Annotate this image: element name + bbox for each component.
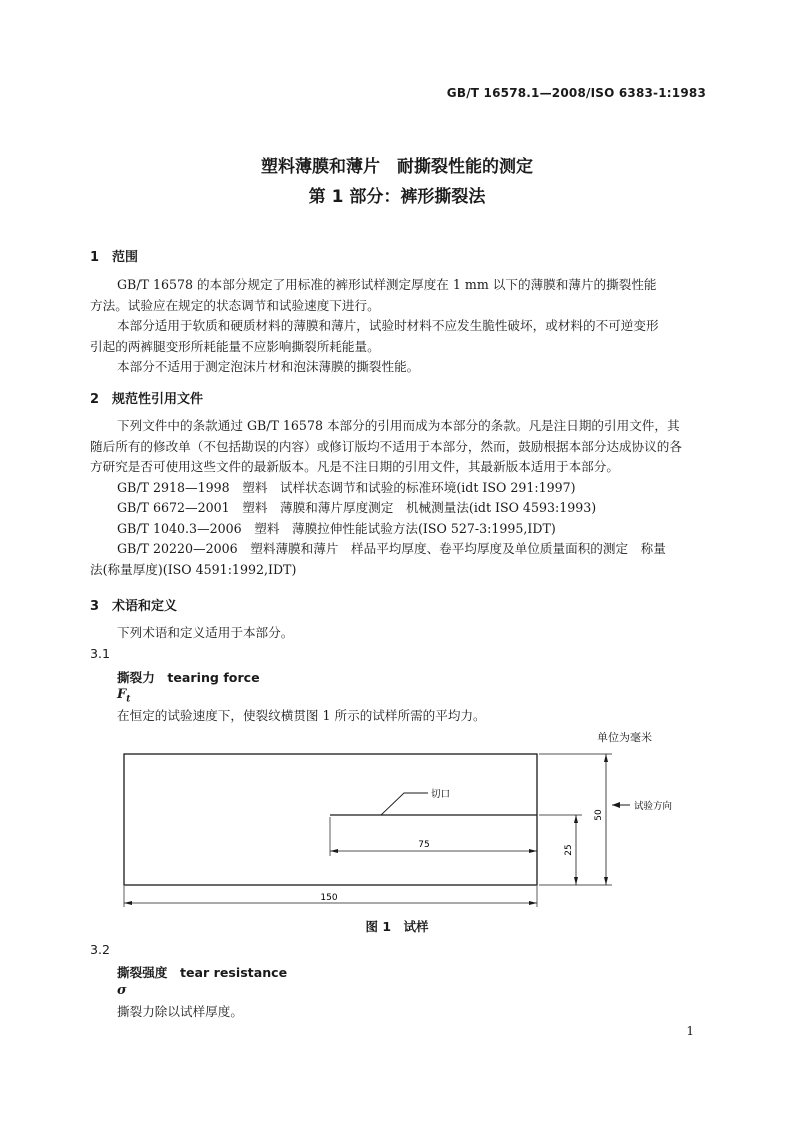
- paragraph-line: 本部分不适用于测定泡沫片材和泡沫薄膜的撕裂性能。: [117, 359, 420, 374]
- section-title: 术语和定义: [112, 599, 178, 614]
- section-3-intro: 下列术语和定义适用于本部分。: [117, 625, 294, 640]
- paragraph-line: 方法。试验应在规定的状态调节和试验速度下进行。: [90, 297, 380, 313]
- notch-label: 切口: [431, 789, 451, 800]
- paragraph-line: 随后所有的修改单（不包括勘误的内容）或修订版均不适用于本部分，然而，鼓励根据本部分达成协议的各: [90, 438, 682, 454]
- paragraph-line: GB/T 16578 的本部分规定了用标准的裤形试样测定厚度在 1 mm 以下的薄膜和薄片的撕裂性能: [117, 277, 657, 292]
- arrow-head: [529, 901, 537, 905]
- term-number: 3.2: [90, 942, 111, 957]
- paragraph-line: 本部分适用于软质和硬质材料的薄膜和薄片，试验时材料不应发生脆性破坏，或材料的不可逆变形: [117, 318, 659, 333]
- term-definition: 撕裂力除以试样厚度。: [117, 1004, 243, 1019]
- term-name: 撕裂力 tearing force: [117, 670, 260, 685]
- section-2-heading: [90, 388, 203, 407]
- arrow-head: [330, 849, 338, 853]
- section-3-heading: [90, 595, 177, 614]
- section-1-body: [90, 275, 706, 378]
- arrow-head: [574, 815, 578, 823]
- arrow-head: [574, 877, 578, 885]
- section-number: 3: [90, 599, 100, 614]
- section-number: 2: [90, 392, 100, 407]
- paragraph-line: 引起的两裤腿变形所耗能量不应影响撕裂所耗能量。: [90, 338, 380, 354]
- symbol-main: F: [117, 687, 127, 702]
- section-title: 范围: [112, 250, 139, 265]
- dim-label-length: 150: [320, 893, 338, 903]
- specimen-figure: [0, 740, 794, 915]
- paragraph-line: 方研究是否可使用这些文件的最新版本。凡是不注日期的引用文件，其最新版本适用于本部分。: [90, 459, 619, 474]
- term-symbol: σ: [117, 983, 127, 998]
- term-symbol: [117, 687, 130, 705]
- reference-item: GB/T 2918—1998 塑料 试样状态调节和试验的标准环境(idt ISO 291:1997): [117, 479, 576, 495]
- specimen-outline: [124, 754, 537, 885]
- notch-leader: [381, 793, 428, 815]
- reference-item-continued: 法(称量厚度)(ISO 4591:1992,IDT): [90, 561, 297, 577]
- dim-label-slit: 75: [418, 840, 430, 850]
- dim-label-half: 25: [564, 844, 574, 856]
- arrow-head: [612, 802, 620, 808]
- section-title: 规范性引用文件: [112, 392, 204, 407]
- standard-number: GB/T 16578.1—2008/ISO 6383-1:1983: [446, 86, 706, 100]
- paragraph-line: 下列文件中的条款通过 GB/T 16578 本部分的引用而成为本部分的条款。凡是注日期的引用文件，其: [117, 418, 680, 433]
- term-number: 3.1: [90, 646, 111, 661]
- reference-item: GB/T 6672—2001 塑料 薄膜和薄片厚度测定 机械测量法(idt ISO 4593:1993): [117, 500, 597, 515]
- term-definition: 在恒定的试验速度下，使裂纹横贯图 1 所示的试样所需的平均力。: [117, 708, 486, 723]
- reference-item: GB/T 20220—2006 塑料薄膜和薄片 样品平均厚度、卷平均厚度及单位质量面积的测定 称量: [117, 541, 666, 556]
- page-subtitle: 第 1 部分：裤形撕裂法: [308, 187, 486, 207]
- section-number: 1: [90, 250, 100, 265]
- dim-label-width: 50: [594, 809, 604, 821]
- page-number: 1: [686, 1024, 694, 1038]
- term-name: 撕裂强度 tear resistance: [117, 965, 288, 980]
- unit-note: 单位为毫米: [597, 731, 652, 744]
- arrow-head: [529, 849, 537, 853]
- reference-item: GB/T 1040.3—2006 塑料 薄膜拉伸性能试验方法(ISO 527-3:1995,IDT): [117, 520, 556, 536]
- arrow-head: [604, 754, 608, 762]
- direction-label: 试验方向: [634, 801, 673, 812]
- section-2-body: [90, 416, 706, 580]
- arrow-head: [124, 901, 132, 905]
- page-title: 塑料薄膜和薄片 耐撕裂性能的测定: [261, 157, 533, 177]
- figure-caption: 图 1 试样: [365, 919, 429, 934]
- symbol-subscript: t: [126, 694, 131, 705]
- arrow-head: [604, 877, 608, 885]
- section-1-heading: [90, 246, 138, 265]
